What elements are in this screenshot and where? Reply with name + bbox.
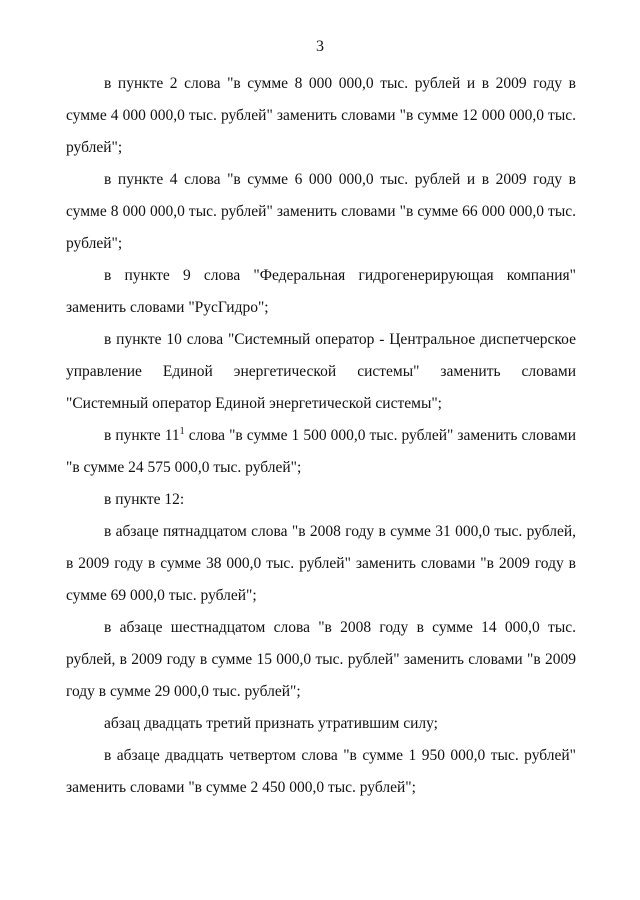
paragraph-item-9: в пункте 9 слова "Федеральная гидрогенерирующая компания" заменить словами "РусГидро";: [66, 267, 576, 316]
paragraph-text-after: слова "в сумме 1 500 000,0 тыс. рублей" заменить словами "в сумме 24 575 000,0 тыс. рублей";: [66, 427, 576, 476]
paragraph-item-11-1: [66, 420, 576, 484]
paragraph-abzac-16: в абзаце шестнадцатом слова "в 2008 году в сумме 14 000,0 тыс. рублей, в 2009 году в сумме 15 000,0 тыс. рублей" заменить словами "в 2009 году в сумме 29 000,0 тыс. рублей";: [66, 619, 576, 700]
superscript-index: 1: [179, 426, 185, 437]
paragraph-item-2: в пункте 2 слова "в сумме 8 000 000,0 тыс. рублей и в 2009 году в сумме 4 000 000,0 тыс. рублей" заменить словами "в сумме 12 000 000,0 тыс. рублей";: [66, 75, 576, 156]
paragraph-abzac-24: в абзаце двадцать четвертом слова "в сумме 1 950 000,0 тыс. рублей" заменить словами "в сумме 2 450 000,0 тыс. рублей";: [66, 747, 576, 796]
page-number: 3: [316, 38, 324, 55]
paragraph-abzac-23: абзац двадцать третий признать утратившим силу;: [104, 715, 438, 732]
paragraph-abzac-15: в абзаце пятнадцатом слова "в 2008 году в сумме 31 000,0 тыс. рублей, в 2009 году в сумме 38 000,0 тыс. рублей" заменить словами "в 2009 году в сумме 69 000,0 тыс. рублей";: [66, 523, 576, 604]
paragraph-item-12-heading: в пункте 12:: [104, 491, 185, 508]
paragraph-text-before: в пункте 11: [104, 427, 180, 444]
paragraph-item-4: в пункте 4 слова "в сумме 6 000 000,0 тыс. рублей и в 2009 году в сумме 8 000 000,0 тыс. рублей" заменить словами "в сумме 66 000 000,0 тыс. рублей";: [66, 171, 576, 252]
document-body: [66, 68, 576, 804]
paragraph-item-10: в пункте 10 слова "Системный оператор - Центральное диспетчерское управление Единой энергетической системы" заменить словами "Системный оператор Единой энергетической системы";: [66, 331, 576, 412]
